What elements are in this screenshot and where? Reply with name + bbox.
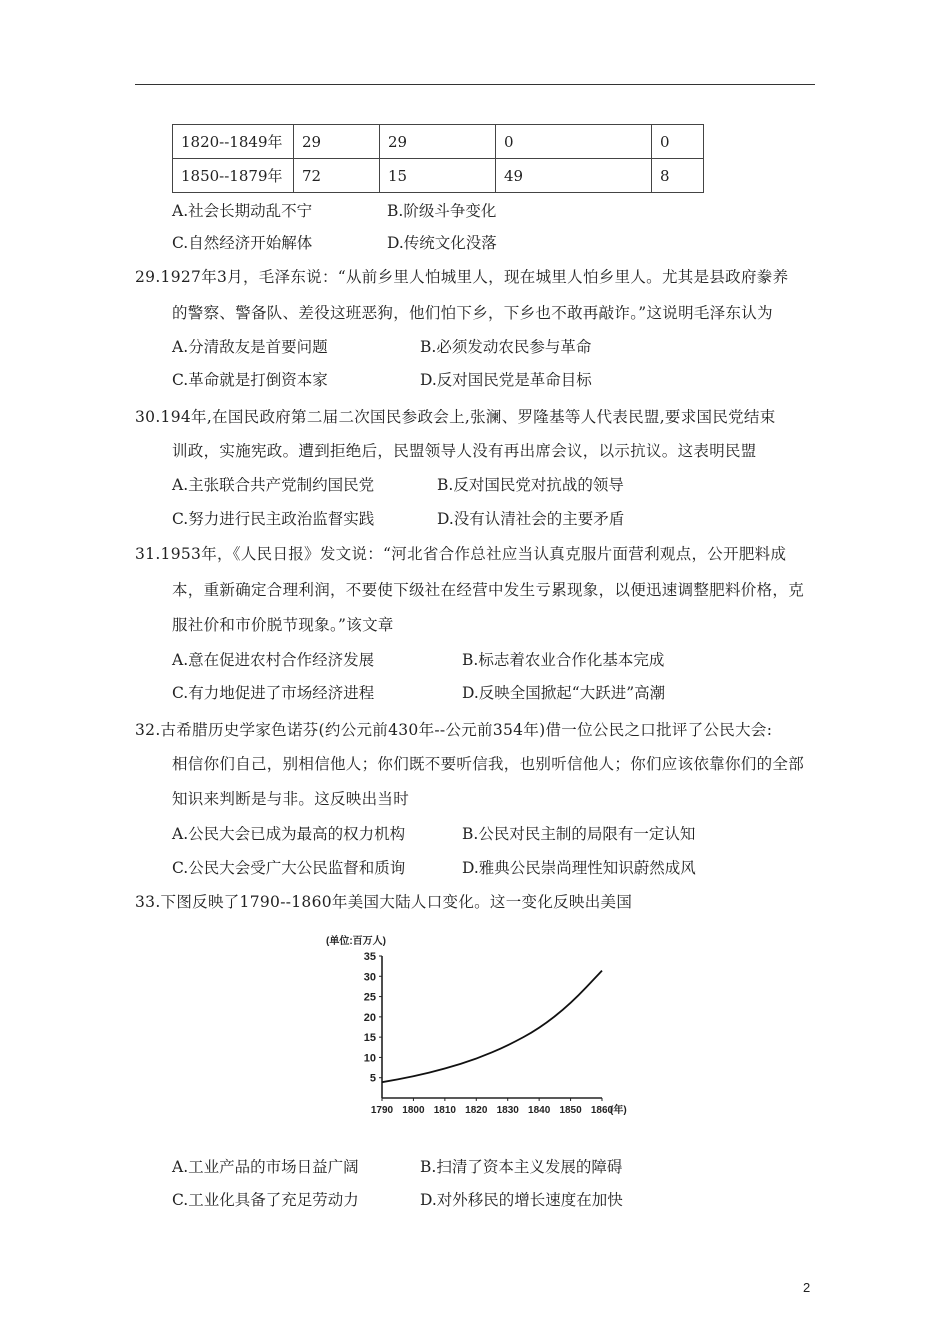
y-tick-label: 35: [363, 951, 376, 963]
table-cell: 15: [380, 159, 496, 193]
q32-stem-line: 相信你们自己，别相信他人；你们既不要听信我，也别听信他人；你们应该依靠你们的全部: [172, 755, 805, 773]
q31-option-a: A.意在促进农村合作经济发展: [172, 651, 375, 669]
page-number: 2: [803, 1280, 811, 1295]
q31-stem-line: 31.1953年，《人民日报》发文说：“河北省合作总社应当认真克服片面营利观点，公开肥料成: [135, 545, 787, 563]
q29-option-a: A.分清敌友是首要问题: [172, 338, 328, 356]
q31-option-c: C.有力地促进了市场经济进程: [172, 684, 375, 702]
x-tick-label: 1860: [590, 1105, 614, 1116]
table-cell: 29: [294, 125, 380, 159]
y-tick-label: 15: [363, 1032, 376, 1045]
table-cell: 0: [652, 125, 704, 159]
q32-option-c: C.公民大会受广大公民监督和质询: [172, 859, 406, 877]
q30-stem-line: 30.194年,在国民政府第二届二次国民参政会上,张澜、罗隆基等人代表民盟,要求国民党结束: [135, 408, 776, 426]
x-tick-label: 1840: [528, 1105, 551, 1116]
x-tick-label: 1820: [465, 1105, 488, 1116]
q30-option-c: C.努力进行民主政治监督实践: [172, 510, 375, 528]
q29-stem-line: 29.1927年3月，毛泽东说：“从前乡里人怕城里人，现在城里人怕乡里人。尤其是县政府豢养: [135, 268, 789, 286]
q31-option-d: D.反映全国掀起“大跃进”高潮: [462, 684, 666, 702]
x-tick-label: 1850: [559, 1105, 582, 1116]
table-row: [173, 125, 704, 159]
q28-option-a: A.社会长期动乱不宁: [172, 202, 313, 220]
y-tick-label: 30: [363, 971, 376, 984]
x-tick-label: 1810: [433, 1105, 456, 1116]
q28-option-b: B.阶级斗争变化: [387, 202, 497, 220]
table-cell: 0: [496, 125, 652, 159]
chart-unit-label: (单位:百万人): [326, 936, 386, 947]
q32-option-a: A.公民大会已成为最高的权力机构: [172, 825, 406, 843]
q30-option-b: B.反对国民党对抗战的领导: [437, 476, 624, 494]
y-tick-label: 10: [363, 1052, 376, 1065]
q30-option-d: D.没有认清社会的主要矛盾: [437, 510, 625, 528]
q30-option-a: A.主张联合共产党制约国民党: [172, 476, 375, 494]
q31-stem-line: 服社价和市价脱节现象。”该文章: [172, 616, 394, 634]
population-chart: [320, 928, 670, 1123]
q32-stem-line: 32.古希腊历史学家色诺芬(约公元前430年--公元前354年)借一位公民之口批评了公民大会:: [135, 721, 773, 739]
q32-option-d: D.雅典公民崇尚理性知识蔚然成风: [462, 859, 696, 877]
table-cell: 72: [294, 159, 380, 193]
q32-stem-line: 知识来判断是与非。这反映出当时: [172, 790, 410, 808]
q33-option-c: C.工业化具备了充足劳动力: [172, 1191, 359, 1209]
header-rule: [135, 84, 815, 85]
y-tick-label: 20: [363, 1011, 376, 1024]
y-tick-label: 25: [363, 991, 376, 1004]
q33-option-d: D.对外移民的增长速度在加快: [420, 1191, 623, 1209]
q31-stem-line: 本，重新确定合理利润，不要使下级社在经营中发生亏累现象，以便迅速调整肥料价格，克: [172, 581, 805, 599]
y-tick-label: 5: [369, 1072, 376, 1085]
table-cell: 29: [380, 125, 496, 159]
q32-option-b: B.公民对民主制的局限有一定认知: [462, 825, 696, 843]
q29-option-c: C.革命就是打倒资本家: [172, 371, 328, 389]
q29-stem-line: 的警察、警备队、差役这班恶狗，他们怕下乡，下乡也不敢再敲诈。”这说明毛泽东认为: [172, 304, 773, 322]
table-row: [173, 159, 704, 193]
population-line: [382, 971, 602, 1083]
x-tick-label: 1790: [370, 1105, 394, 1116]
table-cell: 1820--1849年: [173, 125, 294, 159]
q30-stem-line: 训政，实施宪政。遭到拒绝后，民盟领导人没有再出席会议，以示抗议。这表明民盟: [172, 442, 757, 460]
x-unit-label: (年): [610, 1105, 627, 1116]
q31-option-b: B.标志着农业合作化基本完成: [462, 651, 665, 669]
q29-option-d: D.反对国民党是革命目标: [420, 371, 592, 389]
x-tick-label: 1830: [496, 1105, 519, 1116]
q33-option-b: B.扫清了资本主义发展的障碍: [420, 1158, 623, 1176]
data-table: [172, 124, 704, 193]
x-tick-label: 1800: [402, 1105, 425, 1116]
q28-option-c: C.自然经济开始解体: [172, 234, 313, 252]
q33-stem-line: 33.下图反映了1790--1860年美国大陆人口变化。这一变化反映出美国: [135, 893, 633, 911]
table-cell: 49: [496, 159, 652, 193]
table-cell: 1850--1879年: [173, 159, 294, 193]
q29-option-b: B.必须发动农民参与革命: [420, 338, 592, 356]
table-cell: 8: [652, 159, 704, 193]
q28-option-d: D.传统文化没落: [387, 234, 497, 252]
q33-option-a: A.工业产品的市场日益广阔: [172, 1158, 359, 1176]
